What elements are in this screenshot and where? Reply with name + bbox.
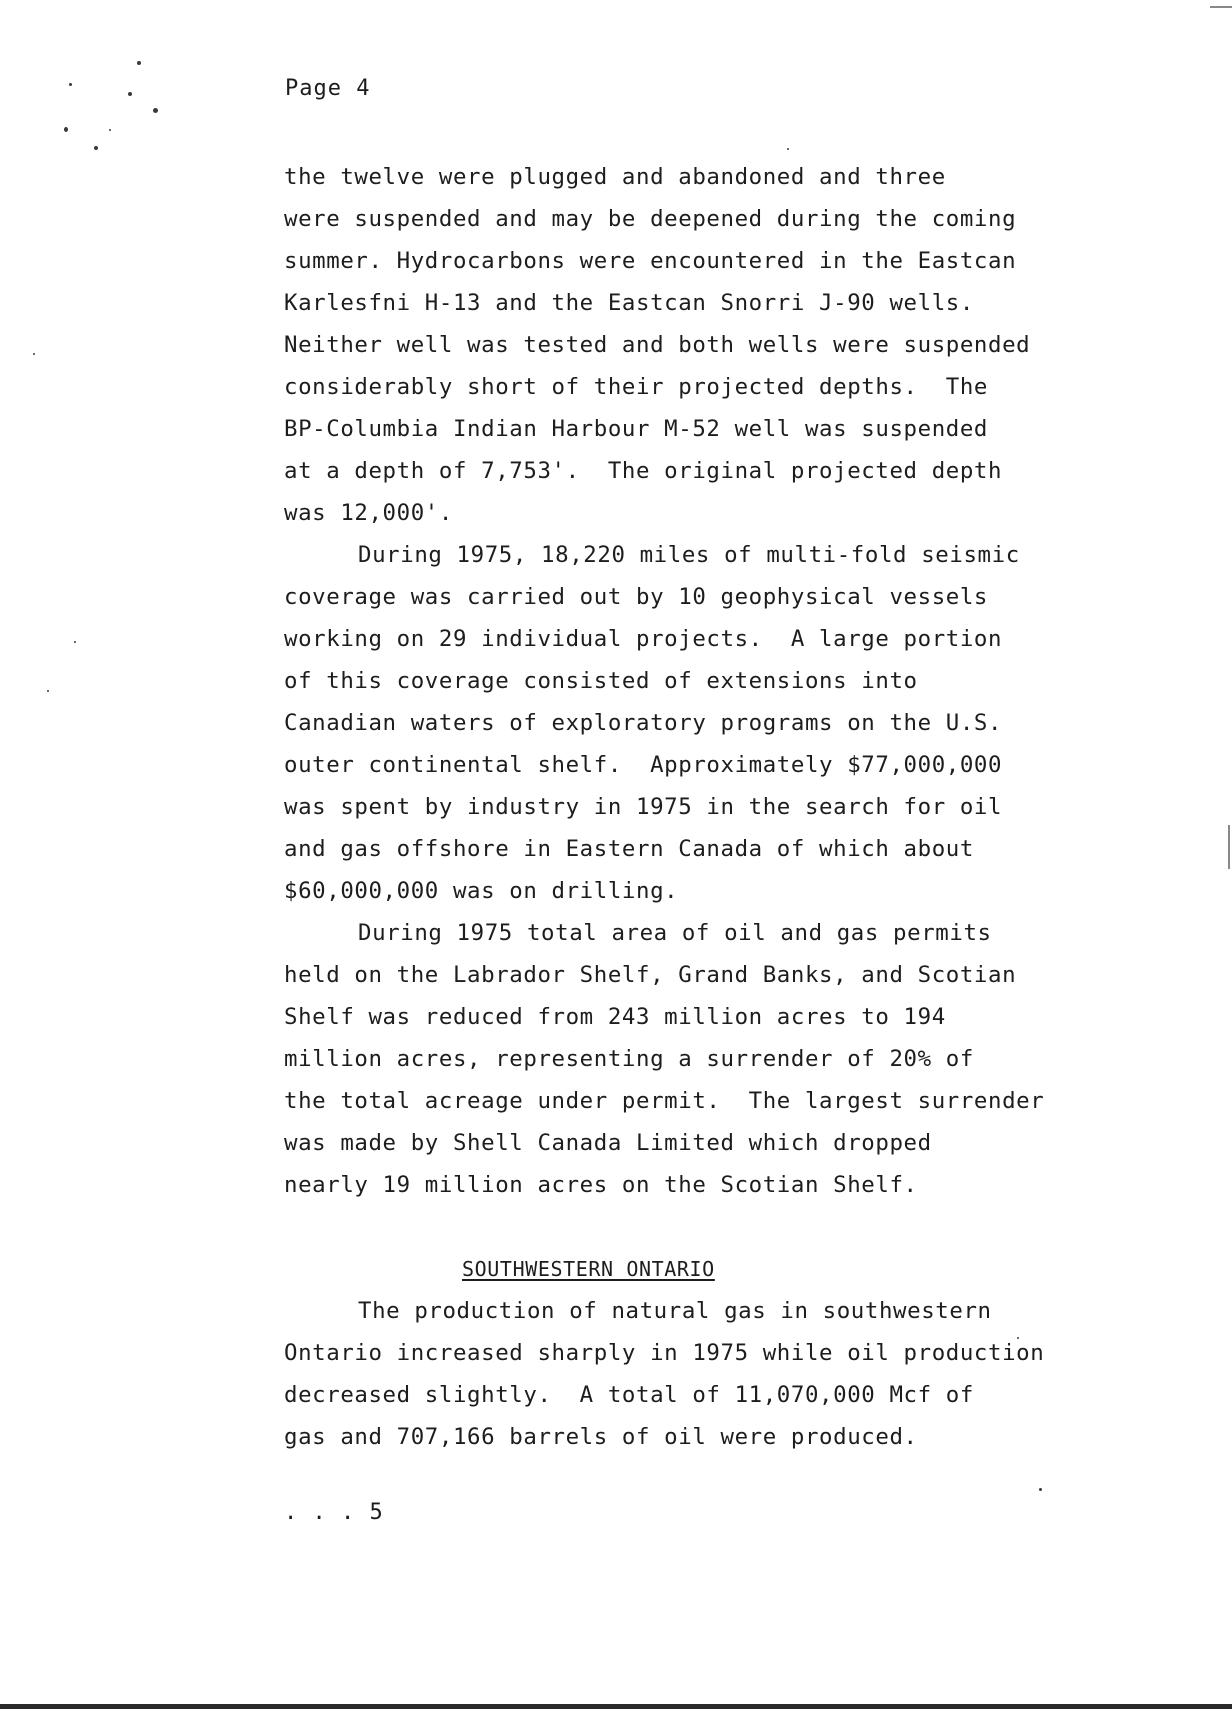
text-line: outer continental shelf. Approximately $77,000,000: [284, 752, 1003, 778]
text-line: was made by Shell Canada Limited which dropped: [284, 1130, 932, 1156]
section-heading: SOUTHWESTERN ONTARIO: [462, 1257, 715, 1281]
text-line: the twelve were plugged and abandoned and three: [284, 164, 946, 190]
text-line: Shelf was reduced from 243 million acres to 194: [284, 1004, 946, 1030]
scan-speck: [128, 92, 132, 96]
body-text: [284, 156, 1104, 1458]
scan-speck: [47, 690, 49, 692]
scan-speck: [74, 641, 76, 643]
scan-edge-mark: [1228, 825, 1230, 869]
text-line: During 1975 total area of oil and gas permits: [358, 920, 992, 946]
text-line: million acres, representing a surrender of 20% of: [284, 1046, 974, 1072]
scan-speck: [1017, 1337, 1019, 1339]
text-line: $60,000,000 was on drilling.: [284, 878, 679, 904]
text-line: at a depth of 7,753'. The original projected depth: [284, 458, 1003, 484]
text-line: The production of natural gas in southwestern: [358, 1298, 992, 1324]
text-line: Karlesfni H-13 and the Eastcan Snorri J-90 wells.: [284, 290, 974, 316]
text-line: summer. Hydrocarbons were encountered in the Eastcan: [284, 248, 1017, 274]
scan-speck: [94, 146, 98, 150]
scan-speck: [33, 353, 35, 355]
text-line: were suspended and may be deepened during the coming: [284, 206, 1017, 232]
scan-speck: [69, 83, 72, 86]
text-line: Neither well was tested and both wells were suspended: [284, 332, 1031, 358]
scan-speck: [1039, 1488, 1042, 1491]
text-line: the total acreage under permit. The largest surrender: [284, 1088, 1045, 1114]
text-line: and gas offshore in Eastern Canada of which about: [284, 836, 974, 862]
text-line: was 12,000'.: [284, 500, 453, 526]
text-line: working on 29 individual projects. A large portion: [284, 626, 1003, 652]
page-number-header: Page 4: [285, 76, 371, 101]
paragraph-drilling-results: [284, 156, 1104, 534]
text-line: of this coverage consisted of extensions into: [284, 668, 918, 694]
scan-edge-mark: [1210, 6, 1232, 8]
text-line: gas and 707,166 barrels of oil were produced.: [284, 1424, 918, 1450]
text-line: considerably short of their projected depths. The: [284, 374, 989, 400]
text-line: nearly 19 million acres on the Scotian Shelf.: [284, 1172, 918, 1198]
scan-speck: [109, 129, 111, 131]
text-line: BP-Columbia Indian Harbour M-52 well was suspended: [284, 416, 989, 442]
scan-speck: [153, 108, 158, 113]
paragraph-southwestern-ontario: [284, 1290, 1104, 1458]
paragraph-seismic-coverage: [284, 534, 1104, 912]
paragraph-permits: [284, 912, 1104, 1206]
scan-bottom-edge: [0, 1704, 1232, 1709]
text-line: During 1975, 18,220 miles of multi-fold seismic: [358, 542, 1020, 568]
scan-speck: [137, 61, 141, 65]
scan-speck: [64, 127, 68, 132]
text-line: was spent by industry in 1975 in the search for oil: [284, 794, 1003, 820]
text-line: held on the Labrador Shelf, Grand Banks, and Scotian: [284, 962, 1017, 988]
text-line: coverage was carried out by 10 geophysical vessels: [284, 584, 989, 610]
text-line: decreased slightly. A total of 11,070,000 Mcf of: [284, 1382, 974, 1408]
scan-speck: [787, 148, 789, 150]
text-line: Ontario increased sharply in 1975 while oil production: [284, 1340, 1045, 1366]
continuation-marker: . . . 5: [284, 1500, 384, 1525]
text-line: Canadian waters of exploratory programs on the U.S.: [284, 710, 1003, 736]
